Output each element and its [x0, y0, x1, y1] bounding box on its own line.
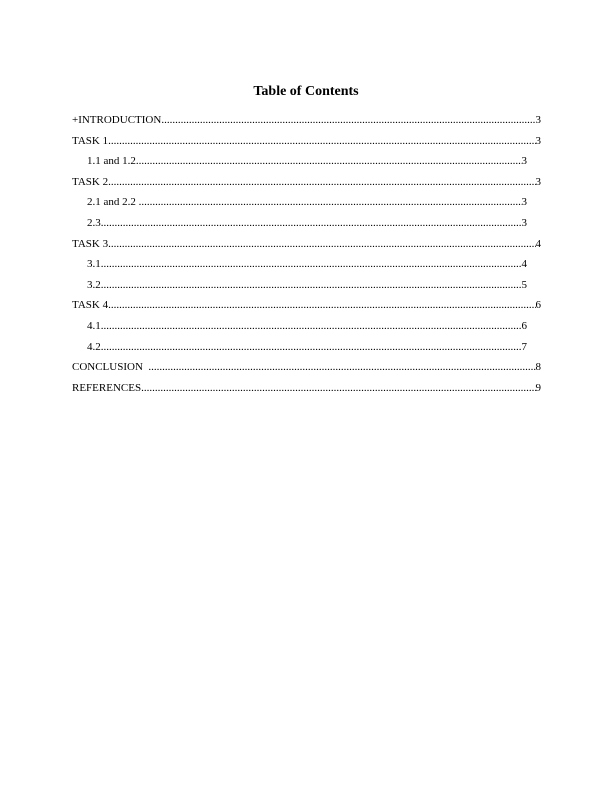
- toc-entry-page: 3: [535, 114, 541, 126]
- toc-entry-label: TASK 2: [72, 175, 109, 188]
- toc-entry-page: 6: [521, 319, 527, 332]
- toc-entry-task-3[interactable]: [72, 236, 541, 257]
- toc-entry-page: 3: [521, 196, 527, 209]
- toc-entry-label: TASK 1: [72, 134, 109, 147]
- toc-entry-label: TASK 3: [72, 237, 109, 250]
- toc-leader-dots: [101, 256, 522, 272]
- toc-leader-dots: [108, 133, 535, 149]
- toc-entry-introduction[interactable]: [72, 112, 541, 133]
- toc-entry-label: REFERENCES: [72, 381, 142, 394]
- toc-entry-page: 7: [521, 340, 527, 353]
- toc-entry-3-2[interactable]: [87, 277, 527, 298]
- toc-entry-label: 1.1 and 1.2: [87, 155, 136, 168]
- toc-entry-label: +INTRODUCTION: [72, 114, 162, 126]
- toc-entry-page: 6: [535, 299, 541, 312]
- toc-entry-page: 3: [535, 175, 541, 188]
- toc-leader-dots: [101, 318, 522, 334]
- toc-leader-dots: [148, 359, 535, 375]
- toc-entry-1-1-and-1-2[interactable]: [87, 153, 527, 174]
- toc-entry-page: 8: [535, 361, 541, 374]
- toc-entry-2-1-and-2-2[interactable]: [87, 194, 527, 215]
- toc-entry-references[interactable]: [72, 380, 541, 401]
- toc-title: Table of Contents: [253, 84, 359, 99]
- toc-list: [72, 112, 542, 400]
- toc-entry-page: 5: [521, 278, 527, 291]
- toc-leader-dots: [108, 236, 535, 252]
- toc-entry-task-1[interactable]: [72, 133, 541, 154]
- toc-leader-dots: [161, 112, 535, 128]
- toc-leader-dots: [101, 277, 522, 293]
- toc-entry-2-3[interactable]: [87, 215, 527, 236]
- toc-leader-dots: [108, 297, 535, 313]
- toc-leader-dots: [101, 215, 522, 231]
- toc-entry-task-4[interactable]: [72, 297, 541, 318]
- toc-entry-label: 3.2: [87, 278, 101, 291]
- toc-entry-page: 9: [535, 381, 541, 394]
- toc-entry-label: 3.1: [87, 258, 101, 271]
- toc-entry-page: 4: [521, 258, 527, 271]
- toc-entry-label: 4.2: [87, 340, 101, 353]
- toc-entry-label: 4.1: [87, 319, 101, 332]
- toc-entry-label: 2.3: [87, 216, 101, 229]
- toc-entry-4-2[interactable]: [87, 339, 527, 360]
- toc-entry-label: 2.1 and 2.2: [87, 196, 139, 209]
- toc-entry-label: CONCLUSION: [72, 361, 149, 374]
- toc-entry-3-1[interactable]: [87, 256, 527, 277]
- toc-leader-dots: [141, 380, 535, 396]
- toc-leader-dots: [101, 339, 522, 355]
- toc-entry-label: TASK 4: [72, 299, 109, 312]
- toc-leader-dots: [108, 174, 535, 190]
- toc-entry-4-1[interactable]: [87, 318, 527, 339]
- toc-entry-page: 4: [535, 237, 541, 250]
- toc-entry-task-2[interactable]: [72, 174, 541, 195]
- toc-entry-page: 3: [535, 134, 541, 147]
- toc-entry-page: 3: [521, 155, 527, 168]
- toc-entry-conclusion[interactable]: [72, 359, 541, 380]
- toc-leader-dots: [136, 153, 522, 169]
- toc-entry-page: 3: [521, 216, 527, 229]
- toc-leader-dots: [139, 194, 522, 210]
